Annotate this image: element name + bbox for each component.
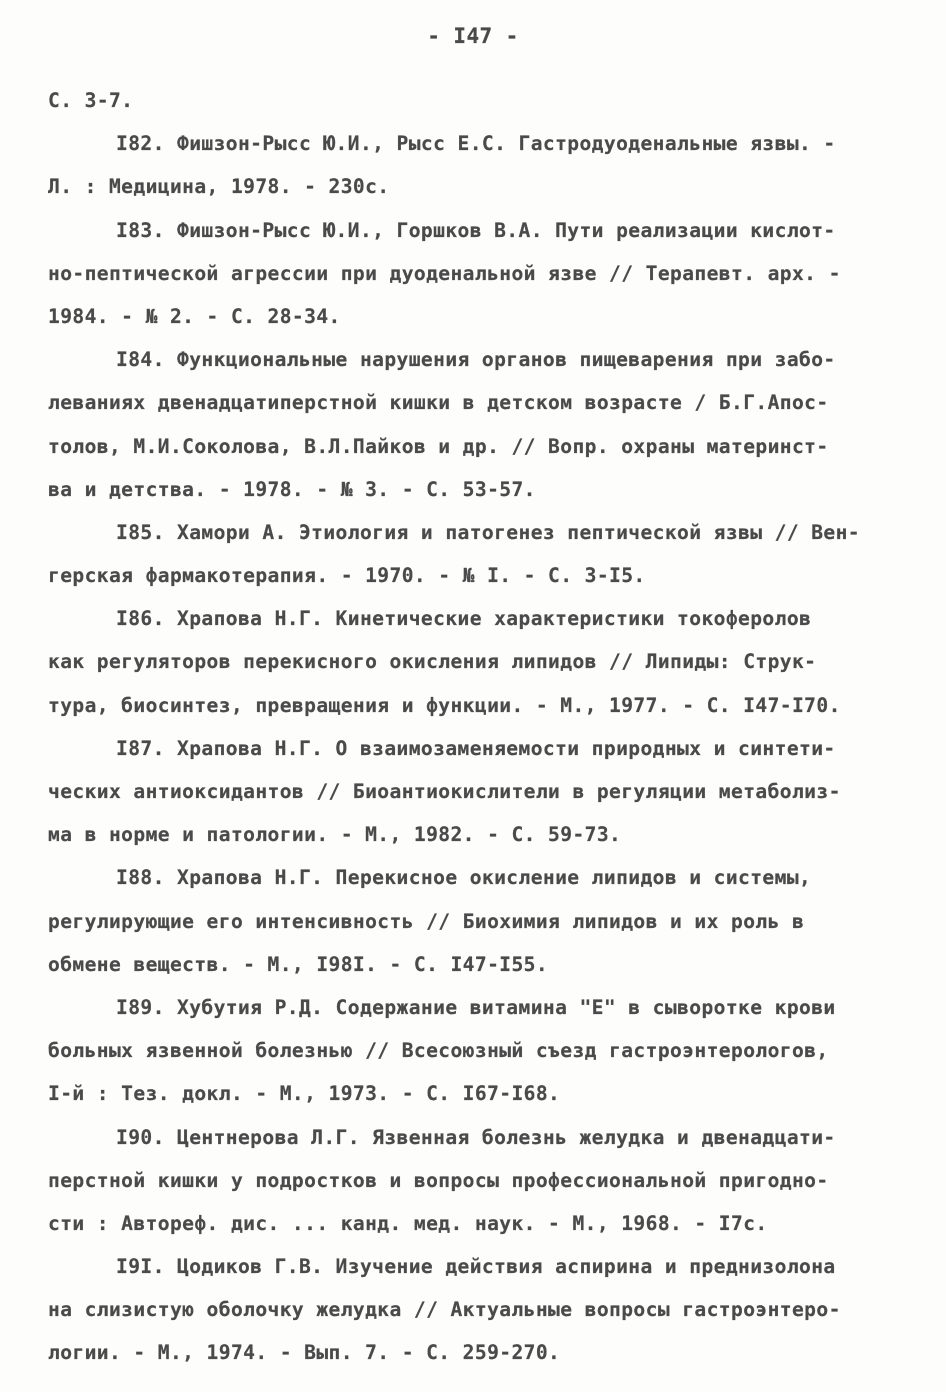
reference-entry-191 — [48, 1245, 908, 1375]
reference-text: больных язвенной болезнью // Всесоюзный съезд гастроэнтерологов, — [48, 1039, 829, 1063]
reference-entry-184 — [48, 338, 908, 511]
reference-text: но-пептической агрессии при дуоденальной язве // Терапевт. арх. - — [48, 261, 841, 285]
reference-entry-185 — [48, 511, 908, 597]
reference-entry-182 — [48, 122, 908, 208]
reference-number: I9I. — [116, 1255, 165, 1279]
reference-text: Хамори А. Этиология и патогенез пептической язвы // Вен- — [177, 520, 860, 544]
reference-text: 1984. - № 2. - С. 28-34. — [48, 304, 341, 328]
reference-number: I88. — [116, 866, 165, 890]
reference-text: ма в норме и патологии. - М., 1982. - С. 59-73. — [48, 823, 622, 847]
reference-number: I83. — [116, 218, 165, 242]
reference-text: I-й : Тез. докл. - М., 1973. - С. I67-I68. — [48, 1082, 561, 1106]
reference-text: регулирующие его интенсивность // Биохимия липидов и их роль в — [48, 909, 805, 933]
reference-text: ва и детства. - 1978. - № 3. - С. 53-57. — [48, 477, 536, 501]
reference-entry-187 — [48, 727, 908, 857]
reference-number: I82. — [116, 132, 165, 156]
reference-text: Храпова Н.Г. Кинетические характеристики токоферолов — [177, 607, 812, 631]
reference-text: Храпова Н.Г. Перекисное окисление липидов и системы, — [177, 866, 812, 890]
reference-entry-189 — [48, 986, 908, 1116]
continuation-line: С. 3-7. — [48, 89, 134, 112]
reference-entry-183 — [48, 209, 908, 339]
reference-number: I86. — [116, 607, 165, 631]
reference-number: I90. — [116, 1125, 165, 1149]
reference-text: тура, биосинтез, превращения и функции. - М., 1977. - С. I47-I70. — [48, 693, 841, 717]
reference-text: герская фармакотерапия. - 1970. - № I. - С. 3-I5. — [48, 564, 646, 588]
page-number: - I47 - — [427, 24, 519, 48]
reference-text: ческих антиоксидантов // Биоантиокислители в регуляции метаболиз- — [48, 780, 841, 803]
reference-text: толов, М.И.Соколова, В.Л.Пайков и др. // Вопр. охраны материнст- — [48, 434, 829, 458]
reference-entry-188 — [48, 856, 908, 986]
reference-number: I89. — [116, 995, 165, 1019]
reference-number: I85. — [116, 520, 165, 544]
reference-entry-186 — [48, 597, 908, 727]
reference-entry-190 — [48, 1116, 908, 1246]
reference-text: Хубутия Р.Д. Содержание витамина "Е" в сыворотке крови — [177, 995, 836, 1019]
reference-text: Л. : Медицина, 1978. - 230с. — [48, 175, 390, 199]
reference-text: Фишзон-Рысс Ю.И., Горшков В.А. Пути реализации кислот- — [177, 218, 836, 242]
reference-number: I84. — [116, 348, 165, 372]
reference-text: логии. - М., 1974. - Вып. 7. - С. 259-270. — [48, 1341, 561, 1365]
reference-number: I87. — [116, 736, 165, 760]
reference-text: леваниях двенадцатиперстной кишки в детском возрасте / Б.Г.Апос- — [48, 391, 829, 415]
reference-text: Функциональные нарушения органов пищеварения при забо- — [177, 348, 836, 372]
reference-list — [48, 79, 908, 1375]
reference-text: Храпова Н.Г. О взаимозаменяемости природных и синтети- — [177, 736, 836, 760]
reference-text: Цодиков Г.В. Изучение действия аспирина и преднизолона — [177, 1255, 836, 1279]
reference-text: Фишзон-Рысс Ю.И., Рысс Е.С. Гастродуоденальные язвы. - — [177, 132, 836, 156]
reference-text: сти : Автореф. дис. ... канд. мед. наук. - М., 1968. - I7с. — [48, 1211, 768, 1235]
reference-text: на слизистую оболочку желудка // Актуальные вопросы гастроэнтеро- — [48, 1298, 841, 1322]
reference-text: Центнерова Л.Г. Язвенная болезнь желудка и двенадцати- — [177, 1125, 836, 1149]
reference-text: перстной кишки у подростков и вопросы профессиональной пригодно- — [48, 1168, 829, 1192]
reference-text: обмене веществ. - М., I98I. - С. I47-I55. — [48, 952, 549, 976]
reference-text: как регуляторов перекисного окисления липидов // Липиды: Струк- — [48, 650, 817, 674]
